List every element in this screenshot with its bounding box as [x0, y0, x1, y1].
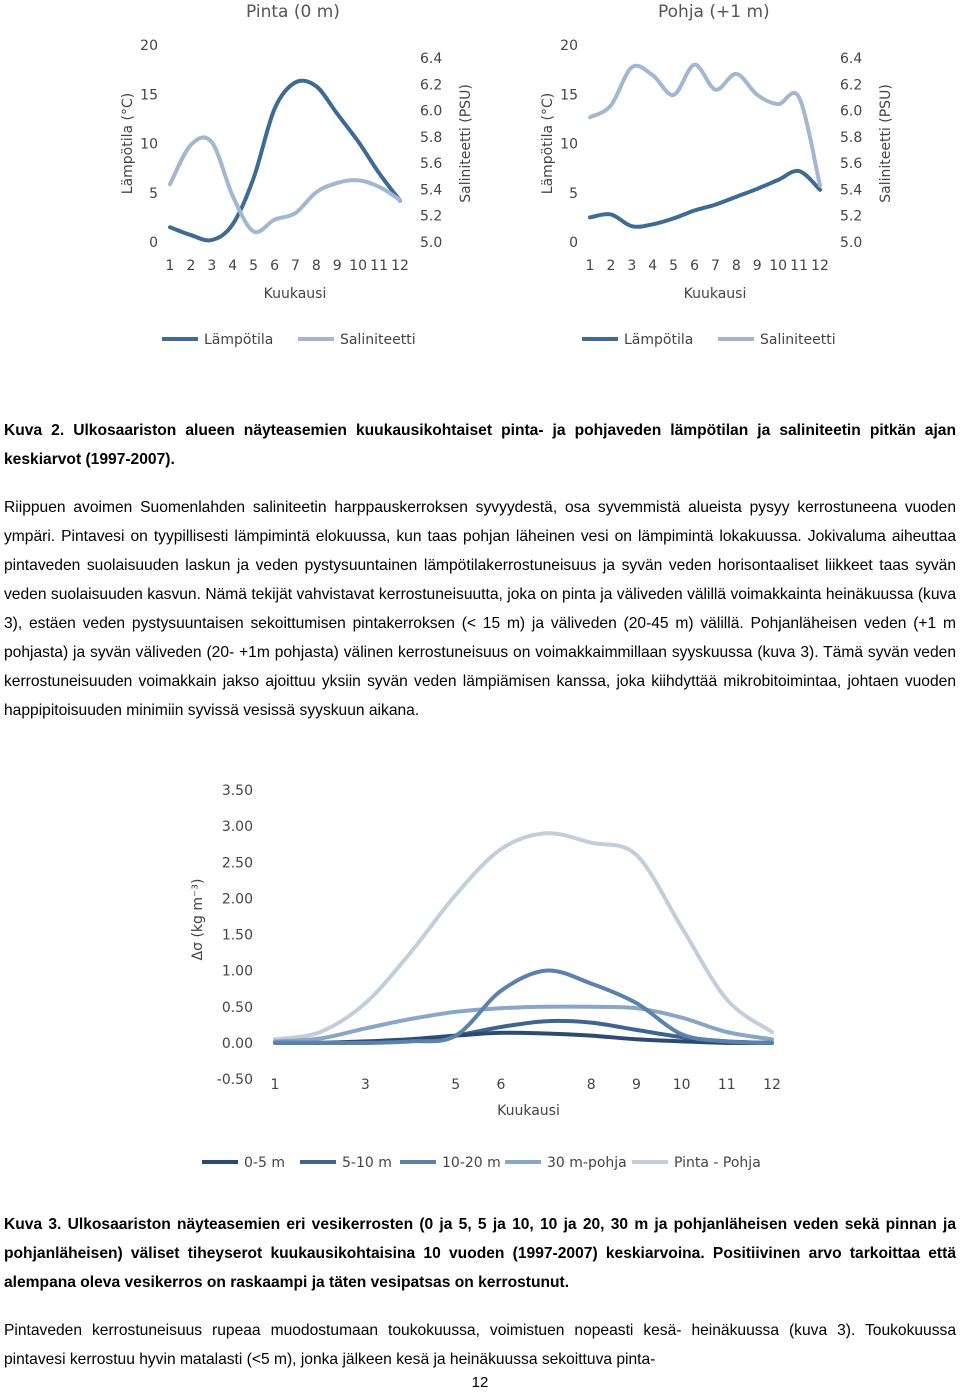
pohja-xtick: 1 [585, 258, 595, 274]
pohja-xtick: 11 [790, 258, 809, 274]
pohja-xtick: 3 [627, 258, 637, 274]
pohja-xtick: 8 [731, 258, 741, 274]
pinta-xtick: 12 [391, 258, 409, 274]
pinta-xtick: 7 [290, 258, 300, 274]
pinta-ytick-left: 15 [140, 87, 158, 104]
pinta-xtick: 6 [270, 258, 280, 274]
density-ytick: 1.50 [221, 927, 253, 944]
chart-density-difference [180, 772, 790, 1122]
pohja-ytick-left: 0 [569, 235, 578, 251]
chart1-legend [160, 325, 460, 355]
density-ytick: 2.00 [221, 891, 253, 908]
pohja-ytick-left: 15 [560, 87, 578, 104]
pohja-ylabel-left: Lämpötila (°C) [540, 92, 556, 195]
pinta-ytick-right: 5.8 [420, 129, 443, 146]
density-ytick: 0.50 [221, 999, 253, 1016]
pinta-xtick: 3 [207, 258, 217, 274]
density-xtick: 9 [631, 1077, 641, 1093]
pohja-xlabel: Kuukausi [683, 286, 747, 302]
pinta-ytick-left: 5 [149, 185, 158, 202]
pohja-ytick-right: 5.2 [840, 208, 863, 225]
chart-pohja [530, 20, 900, 325]
legend-label-temp: Lämpötila [204, 332, 274, 348]
legend-label-pinta-pohja: Pinta - Pohja [674, 1155, 761, 1171]
density-xtick: 5 [451, 1077, 461, 1093]
chart3-legend [200, 1148, 800, 1178]
density-ylabel: Δσ (kg m⁻³) [190, 878, 206, 961]
pinta-ytick-right: 6.0 [420, 103, 443, 120]
density-xtick: 10 [672, 1077, 691, 1093]
pohja-xtick: 4 [648, 258, 658, 274]
pinta-ytick-right: 5.0 [420, 235, 443, 251]
pohja-ytick-right: 6.2 [840, 77, 863, 94]
legend-label-5-10: 5-10 m [342, 1155, 392, 1171]
legend-label-10-20: 10-20 m [442, 1155, 501, 1171]
legend-label-30m: 30 m-pohja [547, 1155, 627, 1171]
pohja-xtick: 9 [752, 258, 762, 274]
chart1-title: Pinta (0 m) [246, 2, 340, 22]
legend-label-temp: Lämpötila [624, 332, 694, 348]
pohja-xtick: 6 [690, 258, 700, 274]
density-xlabel: Kuukausi [497, 1103, 560, 1119]
density-xtick: 11 [717, 1077, 736, 1093]
density-xtick: 12 [763, 1077, 781, 1093]
chart2-legend [580, 325, 880, 355]
body-paragraph-1: Riippuen avoimen Suomenlahden saliniteetin harppauskerroksen syvyydestä, osa syvemmistä alueista pysyy kerrostuneena vuoden ympäri. Pintavesi on tyypillisesti lämpimintä elokuussa, kun taas pohjan läheinen vesi on lämpimintä lokakuussa. Jokivaluma aiheuttaa pintaveden suolaisuuden laskun ja veden pystysuuntainen lämpötilakerrostuneisuus ja syvän veden horisontaaliset liikkeet taas syvän veden suolaisuuden kasvun. Nämä tekijät vahvistavat kerrostuneisuutta, joka on pinta ja väliveden välillä voimakkainta heinäkuussa (kuva 3), estäen veden pystysuuntaisen sekoittumisen pintakerroksen (< 15 m) ja väliveden (20-45 m) välillä. Pohjanläheisen veden (+1 m pohjasta) ja syvän väliveden (20- +1m pohjasta) välinen kerrostuneisuus on voimakkaimmillaan syyskuussa (kuva 3). Tämä syvän veden kerrostuneisuuden voimakkain jakso ajoittuu yksiin syvän veden lämpiämisen kanssa, joka kiihdyttää mikrobitoimintaa, johtaen vuoden happipitoisuuden minimiin syvissä vesissä syyskuun aikana. [4, 499, 956, 719]
density-xtick: 6 [496, 1077, 506, 1093]
pinta-xlabel: Kuukausi [263, 286, 327, 302]
pinta-xtick: 2 [186, 258, 196, 274]
pohja-ytick-right: 6.4 [840, 51, 863, 68]
body-paragraph-2: Pintaveden kerrostuneisuus rupeaa muodostumaan toukokuussa, voimistuen nopeasti kesä- heinäkuussa (kuva 3). Toukokuussa pintavesi kerrostuu hyvin matalasti (<5 m), jonka jälkeen kesä ja heinäkuussa sekoittuva pinta- [4, 1322, 956, 1368]
density-xtick: 8 [586, 1077, 596, 1093]
pinta-ytick-left: 0 [149, 235, 158, 251]
pinta-xtick: 8 [311, 258, 321, 274]
pinta-ylabel-left: Lämpötila (°C) [120, 92, 136, 195]
pinta-xtick: 5 [249, 258, 259, 274]
pinta-ylabel-right: Saliniteetti (PSU) [458, 84, 474, 203]
pinta-ytick-left: 20 [140, 38, 158, 54]
pinta-ytick-right: 6.2 [420, 77, 443, 94]
density-ytick: 2.50 [221, 855, 253, 872]
figure3-caption: Kuva 3. Ulkosaariston näyteasemien eri vesikerrosten (0 ja 5, 5 ja 10, 10 ja 20, 30 m ja pohjanläheisen veden sekä pinnan ja pohjanläheisen) väliset tiheyserot kuukausikohtaisina 10 vuoden (1997-2007) keskiarvoina. Positiivinen arvo tarkoittaa että alempana oleva vesikerros on raskaampi ja täten vesipatsas on kerrostunut. [4, 1216, 956, 1291]
legend-label-sal: Saliniteetti [760, 332, 836, 348]
chart2-title: Pohja (+1 m) [658, 2, 770, 22]
pohja-xtick: 2 [606, 258, 616, 274]
pohja-ytick-right: 6.0 [840, 103, 863, 120]
density-ytick: 3.00 [221, 819, 253, 836]
legend-label-0-5: 0-5 m [244, 1155, 285, 1171]
pohja-xtick: 5 [669, 258, 679, 274]
pinta-xtick: 4 [228, 258, 238, 274]
pohja-ytick-right: 5.6 [840, 156, 863, 173]
legend-label-sal: Saliniteetti [340, 332, 416, 348]
pohja-ytick-right: 5.0 [840, 235, 863, 251]
density-ytick: -0.50 [216, 1072, 253, 1088]
pinta-xtick: 1 [165, 258, 175, 274]
density-xtick: 3 [360, 1077, 370, 1093]
pohja-ytick-right: 5.8 [840, 129, 863, 146]
pinta-xtick: 9 [332, 258, 342, 274]
density-ytick: 3.50 [221, 783, 253, 799]
pohja-ylabel-right: Saliniteetti (PSU) [878, 84, 894, 203]
pinta-ytick-left: 10 [140, 136, 158, 153]
pinta-ytick-right: 5.6 [420, 156, 443, 173]
pohja-ytick-right: 5.4 [840, 182, 863, 199]
pinta-ytick-right: 5.2 [420, 208, 443, 225]
density-xtick: 1 [270, 1077, 280, 1093]
density-ytick: 0.00 [221, 1035, 253, 1052]
pinta-ytick-right: 6.4 [420, 51, 443, 68]
pohja-ytick-left: 5 [569, 185, 578, 202]
figure2-caption: Kuva 2. Ulkosaariston alueen näyteasemien kuukausikohtaiset pinta- ja pohjaveden lämpötilan ja saliniteetin pitkän ajan keskiarvot (1997-2007). [4, 422, 956, 468]
pohja-ytick-left: 20 [560, 38, 578, 54]
pinta-ytick-right: 5.4 [420, 182, 443, 199]
pohja-xtick: 12 [811, 258, 829, 274]
pohja-ytick-left: 10 [560, 136, 578, 153]
pohja-series-lampotila-line [590, 171, 820, 227]
pohja-series-saliniteetti-line [590, 65, 820, 186]
pohja-xtick: 7 [710, 258, 720, 274]
chart-pinta [110, 20, 480, 325]
pinta-xtick: 10 [349, 258, 368, 274]
pohja-xtick: 10 [769, 258, 788, 274]
density-ytick: 1.00 [221, 963, 253, 980]
page-number: 12 [471, 1374, 489, 1391]
pinta-xtick: 11 [370, 258, 389, 274]
